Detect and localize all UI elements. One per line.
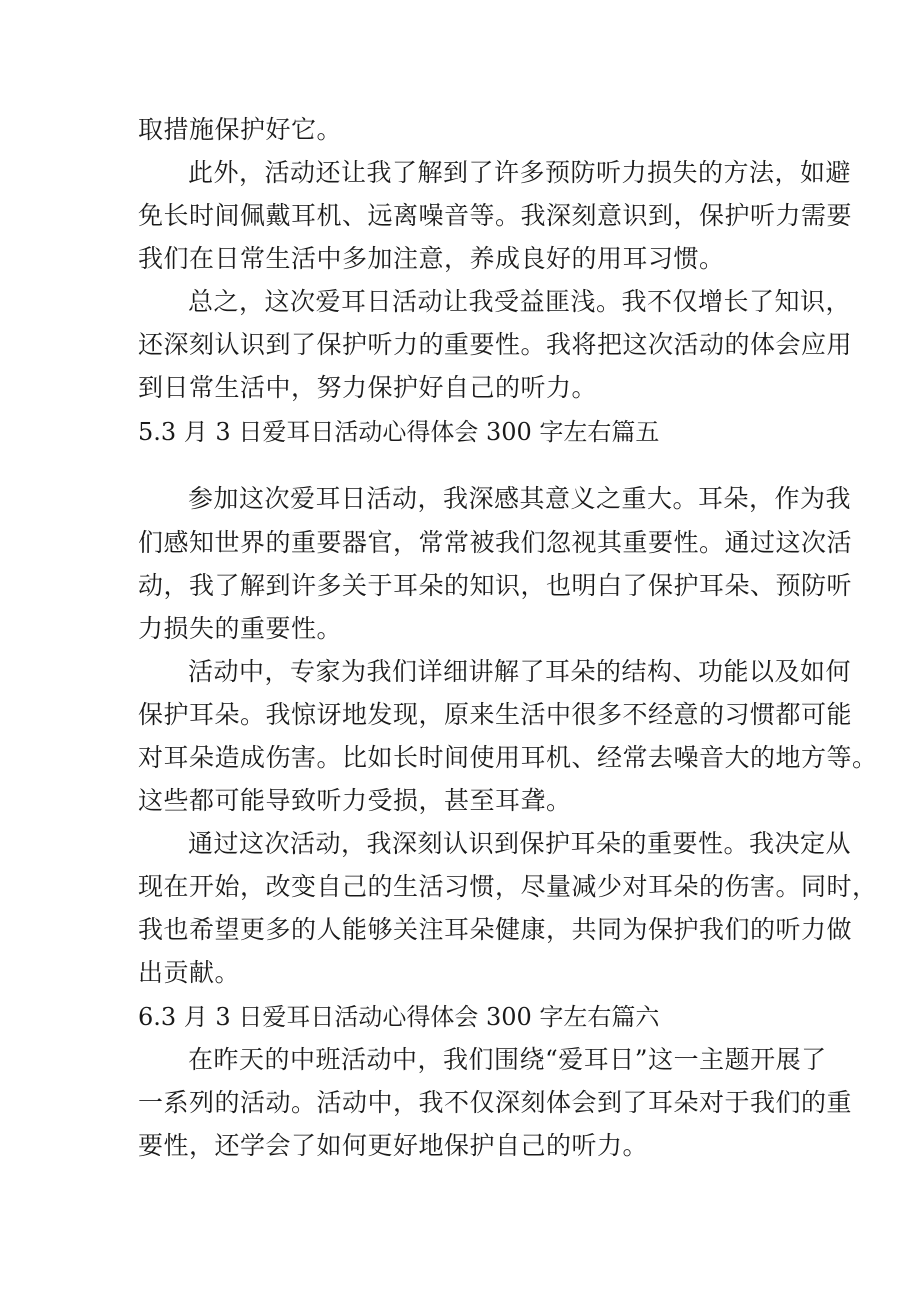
text-line: 取措施保护好它。: [138, 115, 343, 144]
text-line: 这些都可能导致听力受损，甚至耳聋。: [138, 786, 572, 815]
text-line: 力损失的重要性。: [138, 614, 343, 643]
text-line: 我也希望更多的人能够关注耳朵健康，共同为保护我们的听力做: [138, 915, 853, 944]
text-line: 现在开始，改变自己的生活习惯，尽量减少对耳朵的伤害。同时，: [138, 872, 878, 901]
section-heading: 6.3 月 3 日爱耳日活动心得体会 300 字左右篇六: [138, 1003, 660, 1031]
text-line: 出贡献。: [138, 958, 241, 987]
text-line: 还深刻认识到了保护听力的重要性。我将把这次活动的体会应用: [138, 330, 853, 359]
paragraph-first-line: 活动中，专家为我们详细讲解了耳朵的结构、功能以及如何: [188, 657, 852, 686]
text-line: 对耳朵造成伤害。比如长时间使用耳机、经常去噪音大的地方等。: [138, 743, 878, 772]
text-line: 动，我了解到许多关于耳朵的知识，也明白了保护耳朵、预防听: [138, 571, 853, 600]
paragraph-first-line: 此外，活动还让我了解到了许多预防听力损失的方法，如避: [188, 158, 852, 187]
paragraph-first-line: 参加这次爱耳日活动，我深感其意义之重大。耳朵，作为我: [188, 484, 852, 513]
text-line: 们感知世界的重要器官，常常被我们忽视其重要性。通过这次活: [138, 528, 853, 557]
text-line: 保护耳朵。我惊讶地发现，原来生活中很多不经意的习惯都可能: [138, 700, 853, 729]
text-line: 到日常生活中，努力保护好自己的听力。: [138, 373, 598, 402]
text-line: 一系列的活动。活动中，我不仅深刻体会到了耳朵对于我们的重: [138, 1088, 853, 1117]
text-line: 我们在日常生活中多加注意，养成良好的用耳习惯。: [138, 244, 725, 273]
text-line: 要性，还学会了如何更好地保护自己的听力。: [138, 1131, 649, 1160]
paragraph-first-line: 总之，这次爱耳日活动让我受益匪浅。我不仅增长了知识，: [188, 287, 852, 316]
paragraph-first-line: 在昨天的中班活动中，我们围绕“爱耳日”这一主题开展了: [188, 1045, 827, 1074]
paragraph-first-line: 通过这次活动，我深刻认识到保护耳朵的重要性。我决定从: [188, 829, 852, 858]
text-line: 免长时间佩戴耳机、远离噪音等。我深刻意识到，保护听力需要: [138, 201, 853, 230]
section-heading: 5.3 月 3 日爱耳日活动心得体会 300 字左右篇五: [138, 418, 660, 446]
